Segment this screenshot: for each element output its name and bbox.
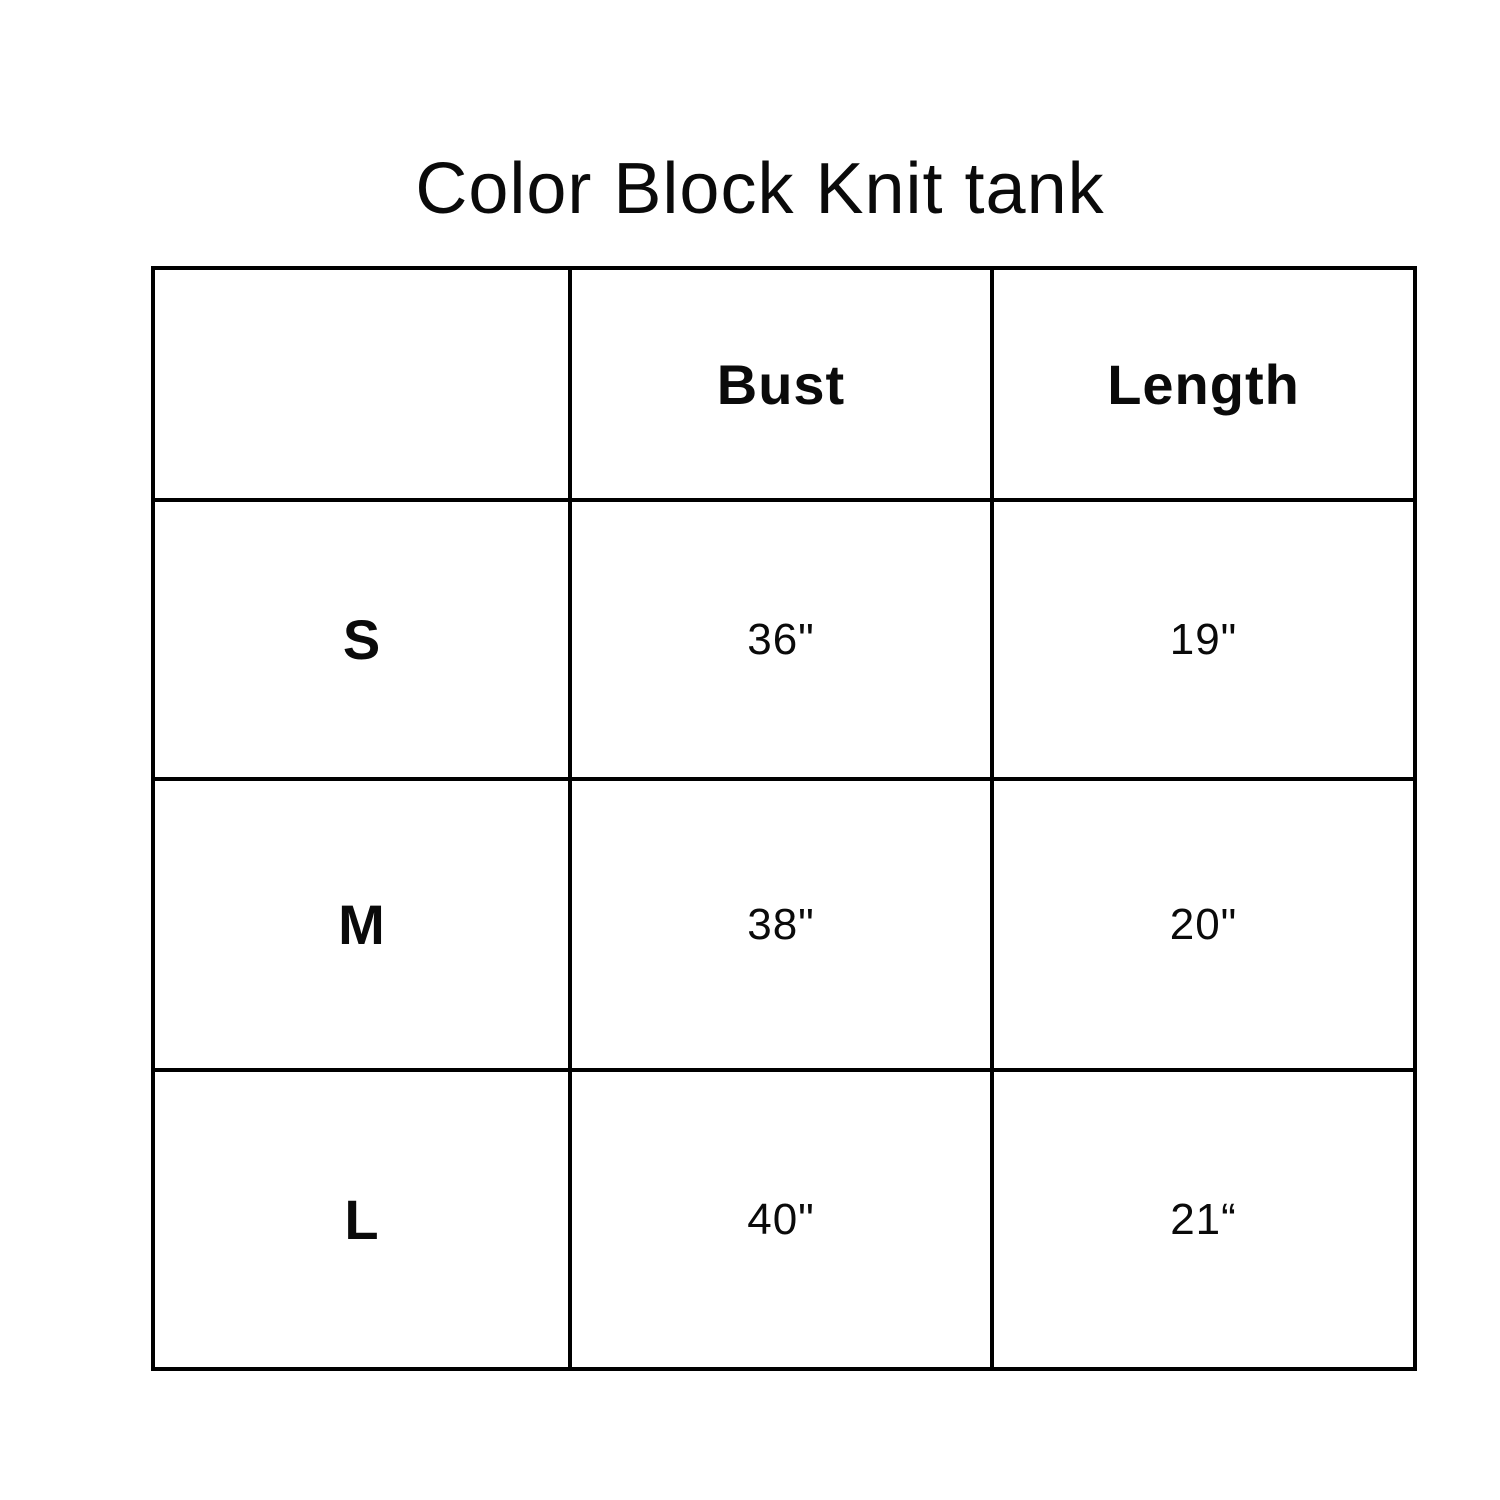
cell-l-length: 21“	[992, 1070, 1415, 1369]
table-row-l	[153, 1070, 1415, 1369]
cell-s-length: 19"	[992, 500, 1415, 779]
header-empty-cell	[153, 268, 570, 500]
header-length: Length	[992, 268, 1415, 500]
size-label-s: S	[153, 500, 570, 779]
size-chart-table	[151, 266, 1417, 1371]
cell-l-bust: 40"	[570, 1070, 992, 1369]
table-row-m	[153, 779, 1415, 1070]
page-title: Color Block Knit tank	[415, 149, 1105, 229]
cell-m-length: 20"	[992, 779, 1415, 1070]
header-bust: Bust	[570, 268, 992, 500]
size-label-l: L	[153, 1070, 570, 1369]
cell-m-bust: 38"	[570, 779, 992, 1070]
cell-s-bust: 36"	[570, 500, 992, 779]
table-row-s	[153, 500, 1415, 779]
table-header-row	[153, 268, 1415, 500]
size-label-m: M	[153, 779, 570, 1070]
